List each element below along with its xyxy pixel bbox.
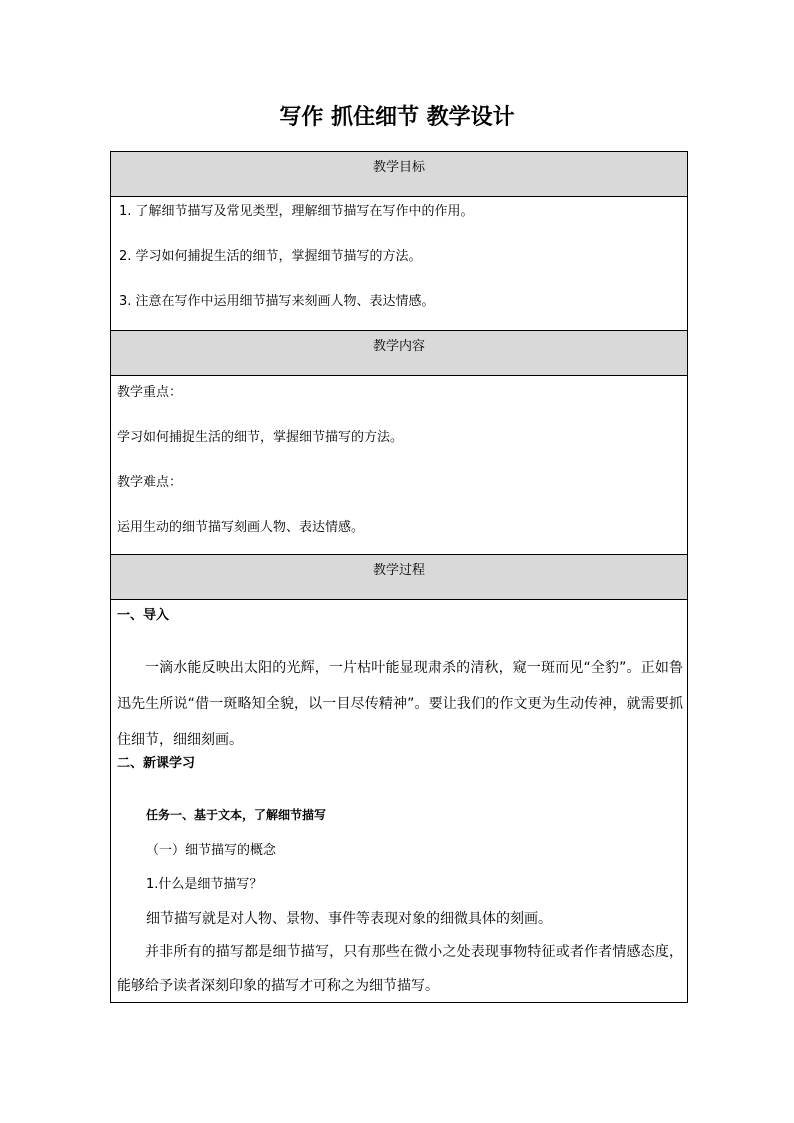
new-lesson-heading: 二、新课学习	[117, 756, 196, 771]
task-one-heading: 任务一、基于文本，了解细节描写	[146, 808, 327, 822]
content-section	[111, 376, 687, 555]
intro-paragraph: 一滴水能反映出太阳的光辉，一片枯叶能显现肃杀的清秋，窥一斑而见“全豹”。正如鲁迅先生所说“借一斑略知全貌，以一目尽传精神”。要让我们的作文更为生动传神，就需要抓住细节，细细刻画。	[117, 660, 683, 748]
concept-subheading: （一）细节描写的概念	[146, 843, 277, 858]
difficulty-text: 运用生动的细节描写刻画人物、表达情感。	[117, 520, 365, 535]
intro-heading: 一、导入	[117, 608, 170, 623]
key-point-label: 教学重点：	[117, 385, 183, 400]
lesson-plan-table	[110, 151, 688, 1003]
definition-text: 细节描写就是对人物、景物、事件等表现对象的细微具体的刻画。	[146, 911, 552, 927]
objective-item: 2. 学习如何捕捉生活的细节，掌握细节描写的方法。	[119, 249, 422, 264]
question-one: 1.什么是细节描写？	[146, 877, 263, 892]
difficulty-label: 教学难点：	[117, 475, 183, 490]
process-header: 教学过程	[111, 555, 687, 600]
content-header: 教学内容	[111, 331, 687, 376]
key-point-text: 学习如何捕捉生活的细节，掌握细节描写的方法。	[117, 430, 404, 445]
objective-item: 3. 注意在写作中运用细节描写来刻画人物、表达情感。	[119, 294, 435, 309]
note-paragraph: 并非所有的描写都是细节描写，只有那些在微小之处表现事物特征或者作者情感态度，能够给予读者深刻印象的描写才可称之为细节描写。	[117, 944, 683, 994]
objective-item: 1. 了解细节描写及常见类型，理解细节描写在写作中的作用。	[119, 204, 474, 219]
document-title: 写作 抓住细节 教学设计	[279, 104, 515, 130]
process-section	[111, 600, 687, 1002]
objectives-header: 教学目标	[111, 152, 687, 197]
objectives-section	[111, 197, 687, 331]
